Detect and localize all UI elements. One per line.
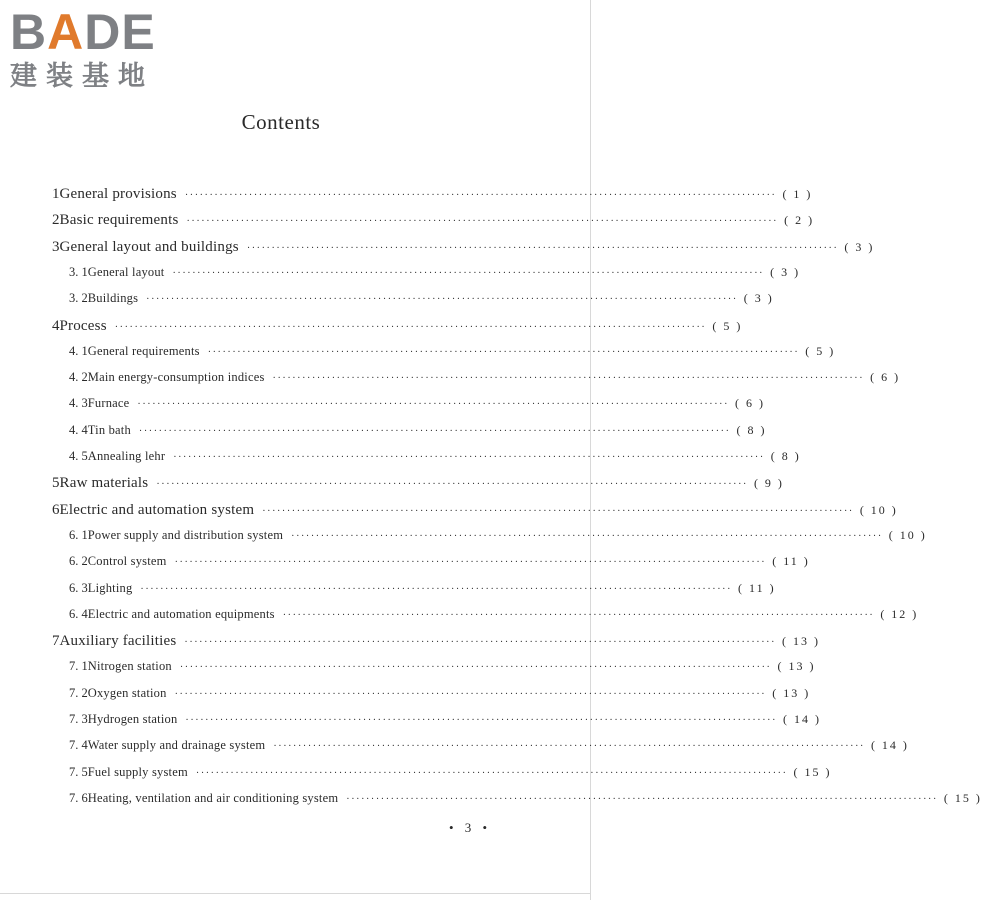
toc-section-row	[0, 580, 776, 596]
toc-page: ( 12 )	[880, 606, 919, 621]
page-number: • 3 •	[449, 820, 492, 835]
toc-leader-dots: ························································································································	[246, 242, 839, 254]
toc-number: 6	[52, 501, 60, 518]
toc-chapter-row	[0, 475, 784, 492]
toc-leader-dots: ························································································································	[273, 741, 865, 753]
toc-leader-dots: ························································································································	[186, 216, 779, 228]
toc-number: 4. 3	[69, 396, 88, 411]
toc-leader-dots: ························································································································	[146, 294, 738, 306]
toc-leader-dots: ························································································································	[174, 688, 767, 700]
toc-leader-dots: ························································································································	[172, 267, 765, 279]
toc-page: ( 15 )	[793, 764, 832, 779]
toc-page: ( 14 )	[870, 738, 909, 753]
toc-section-row	[0, 449, 801, 464]
toc-title: Basic requirements	[59, 212, 179, 229]
logo-chinese-text: 建装基地	[10, 61, 154, 92]
toc-number: 7. 3	[69, 712, 88, 726]
toc-title: Water supply and drainage system	[87, 738, 266, 753]
toc-leader-dots: ························································································································	[207, 346, 800, 358]
toc-section-row	[0, 264, 801, 280]
toc-leader-dots: ························································································································	[140, 583, 733, 595]
toc-number: 4. 5	[69, 449, 88, 463]
toc-section-row	[0, 712, 822, 727]
toc-leader-dots: ························································································································	[179, 662, 772, 674]
toc-title: Auxiliary facilities	[59, 633, 177, 650]
toc-title: Annealing lehr	[87, 449, 166, 463]
toc-number: 7	[52, 633, 60, 650]
toc-number: 7. 1	[69, 659, 88, 674]
toc-page: ( 2 )	[784, 213, 815, 228]
toc-title: Main energy-consumption indices	[87, 370, 265, 385]
toc-leader-dots: ························································································································	[137, 399, 730, 411]
toc-leader-dots: ························································································································	[114, 321, 707, 333]
toc-title: Electric and automation system	[59, 501, 255, 518]
toc-title: Process	[59, 317, 107, 334]
toc-title: Heating, ventilation and air conditioning system	[87, 790, 339, 805]
toc-number: 4. 1	[69, 343, 88, 358]
logo-accent-letter: A	[47, 4, 85, 60]
toc-title: General requirements	[87, 343, 200, 358]
toc-page: ( 6 )	[870, 370, 901, 385]
logo-letter: B	[10, 4, 48, 60]
toc-chapter-row	[0, 212, 815, 229]
toc-number: 3	[52, 238, 60, 255]
toc-section-row	[0, 685, 811, 701]
logo-wordmark	[10, 4, 156, 60]
toc-section-row	[0, 291, 774, 306]
toc-number: 7. 6	[69, 790, 88, 805]
toc-title: Raw materials	[59, 475, 149, 492]
toc-page: ( 3 )	[770, 264, 801, 279]
toc-leader-dots: ························································································································	[138, 425, 731, 437]
toc-page: ( 9 )	[753, 476, 784, 491]
toc-page: ( 1 )	[782, 187, 813, 201]
toc-leader-dots: ························································································································	[272, 373, 865, 385]
toc-section-row	[0, 738, 909, 753]
toc-title: Buildings	[87, 291, 139, 306]
toc-title: Electric and automation equipments	[87, 606, 275, 621]
toc-title: Lighting	[87, 580, 133, 595]
toc-page: ( 5 )	[805, 343, 836, 358]
toc-page: ( 10 )	[888, 527, 927, 542]
toc-section-row	[0, 764, 832, 780]
toc-section-row	[0, 370, 901, 385]
toc-number: 4. 4	[69, 422, 88, 437]
toc-number: 5	[52, 475, 60, 492]
toc-leader-dots: ························································································································	[174, 557, 767, 569]
toc-title: General layout and buildings	[59, 238, 239, 255]
toc-leader-dots: ························································································································	[262, 505, 854, 517]
toc-page: ( 14 )	[783, 712, 822, 726]
toc-chapter-row	[0, 317, 743, 335]
toc-title: Control system	[87, 554, 167, 569]
toc-leader-dots: ························································································································	[156, 479, 748, 491]
toc-chapter-row	[0, 633, 820, 650]
toc-number: 6. 1	[69, 527, 88, 542]
toc-section-row	[0, 422, 767, 438]
toc-section-row	[0, 790, 982, 806]
toc-section-row	[0, 659, 816, 674]
toc-leader-dots: ························································································································	[173, 452, 765, 463]
toc-number: 4. 2	[69, 370, 88, 385]
toc-title: Hydrogen station	[87, 712, 178, 726]
page-edge-bottom	[0, 893, 591, 894]
toc-page: ( 13 )	[782, 634, 820, 649]
toc-page: ( 15 )	[943, 790, 982, 805]
toc-page: ( 11 )	[772, 554, 810, 569]
toc-number: 6. 4	[69, 606, 88, 621]
toc-page: ( 6 )	[735, 396, 766, 411]
toc-number: 7. 2	[69, 685, 88, 700]
toc-number: 3. 1	[69, 264, 88, 279]
toc-number: 6. 3	[69, 580, 88, 595]
toc-page: ( 8 )	[736, 422, 767, 437]
toc-title: Tin bath	[87, 422, 131, 437]
toc-number: 6. 2	[69, 554, 88, 569]
toc-leader-dots: ························································································································	[184, 190, 777, 201]
toc-number: 1	[52, 186, 60, 202]
toc-chapter-row	[0, 238, 875, 256]
toc-title: Nitrogen station	[87, 659, 172, 674]
toc-title: Power supply and distribution system	[87, 527, 284, 542]
toc-leader-dots: ························································································································	[291, 530, 883, 542]
toc-number: 7. 4	[69, 738, 88, 753]
toc-chapter-row	[0, 501, 898, 519]
toc-title: Oxygen station	[87, 685, 167, 700]
toc-leader-dots: ························································································································	[195, 767, 788, 779]
toc-number: 3. 2	[69, 291, 88, 306]
toc-title: General provisions	[59, 186, 177, 202]
toc-page: ( 8 )	[770, 449, 801, 463]
toc-page: ( 11 )	[738, 580, 776, 595]
toc-title: Fuel supply system	[87, 764, 188, 779]
page-title: Contents	[241, 110, 321, 134]
toc-page: ( 3 )	[844, 239, 875, 254]
toc-title: Furnace	[87, 396, 130, 411]
bade-logo	[10, 4, 175, 96]
toc-leader-dots: ························································································································	[282, 609, 875, 621]
toc-number: 2	[52, 212, 60, 229]
toc-page: ( 13 )	[772, 685, 811, 700]
toc-page: ( 3 )	[743, 291, 774, 306]
toc-chapter-row	[0, 186, 813, 203]
toc-number: 4	[52, 317, 60, 334]
toc-section-row	[0, 606, 919, 622]
toc-section-row	[0, 396, 766, 411]
toc-leader-dots: ························································································································	[185, 715, 778, 726]
toc-page: ( 13 )	[777, 659, 816, 674]
toc-page: ( 10 )	[859, 502, 898, 517]
toc-section-row	[0, 554, 810, 569]
toc-leader-dots: ························································································································	[346, 793, 938, 805]
logo-letters: DE	[84, 4, 156, 60]
toc-leader-dots: ························································································································	[184, 637, 776, 649]
toc-title: General layout	[87, 264, 165, 279]
toc-number: 7. 5	[69, 764, 88, 779]
toc-page: ( 5 )	[712, 318, 743, 333]
toc-section-row	[0, 527, 927, 543]
toc-section-row	[0, 343, 836, 359]
